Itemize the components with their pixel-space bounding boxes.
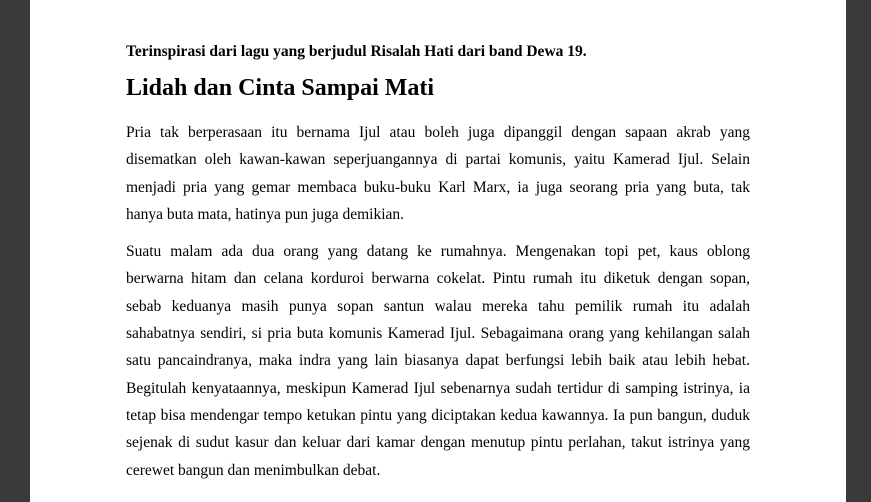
paragraph-line: sejenak di sudut kasur dan keluar dari kamar dengan menutup pintu perlahan, takut istrinya yang [126, 434, 750, 452]
paragraph-line: Suatu malam ada dua orang yang datang ke rumahnya. Mengenakan topi pet, kaus oblong [126, 243, 750, 261]
paragraph-line: menjadi pria yang gemar membaca buku-buku Karl Marx, ia juga seorang pria yang buta, tak [126, 178, 750, 196]
paragraph-line: berwarna hitam dan celana korduroi berwarna cokelat. Pintu rumah itu diketuk dengan sopan, [126, 270, 750, 288]
document-page [30, 0, 846, 502]
inspiration-note: Terinspirasi dari lagu yang berjudul Risalah Hati dari band Dewa 19. [126, 43, 587, 60]
paragraph-1 [126, 119, 750, 228]
page-content [126, 41, 750, 494]
paragraph-line: sahabatnya sendiri, si pria buta komunis Kamerad Ijul. Sebagaimana orang yang kehilangan salah [126, 325, 750, 343]
paragraph-line: sebab keduanya masih punya sopan santun walau mereka tahu pemilik rumah itu adalah [126, 297, 750, 315]
paragraph-line: satu pancaindranya, maka indra yang lain biasanya dapat berfungsi lebih baik atau lebih hebat. [126, 352, 750, 370]
paragraph-line: hanya buta mata, hatinya pun juga demikian. [126, 205, 405, 223]
paragraph-line: Pria tak berperasaan itu bernama Ijul atau boleh juga dipanggil dengan sapaan akrab yang [126, 124, 750, 141]
paragraph-2 [126, 238, 750, 484]
paragraph-line: tetap bisa mendengar tempo ketukan pintu yang diciptakan kedua kawannya. Ia pun bangun, duduk [126, 406, 750, 424]
paragraph-line: disematkan oleh kawan-kawan seperjuangannya di partai komunis, yaitu Kamerad Ijul. Selain [126, 151, 750, 169]
paragraph-line: cerewet bangun dan menimbulkan debat. [126, 461, 381, 479]
story-title: Lidah dan Cinta Sampai Mati [126, 75, 435, 101]
paragraph-line: Begitulah kenyataannya, meskipun Kamerad Ijul sebenarnya sudah tertidur di samping istrinya, ia [126, 379, 750, 397]
